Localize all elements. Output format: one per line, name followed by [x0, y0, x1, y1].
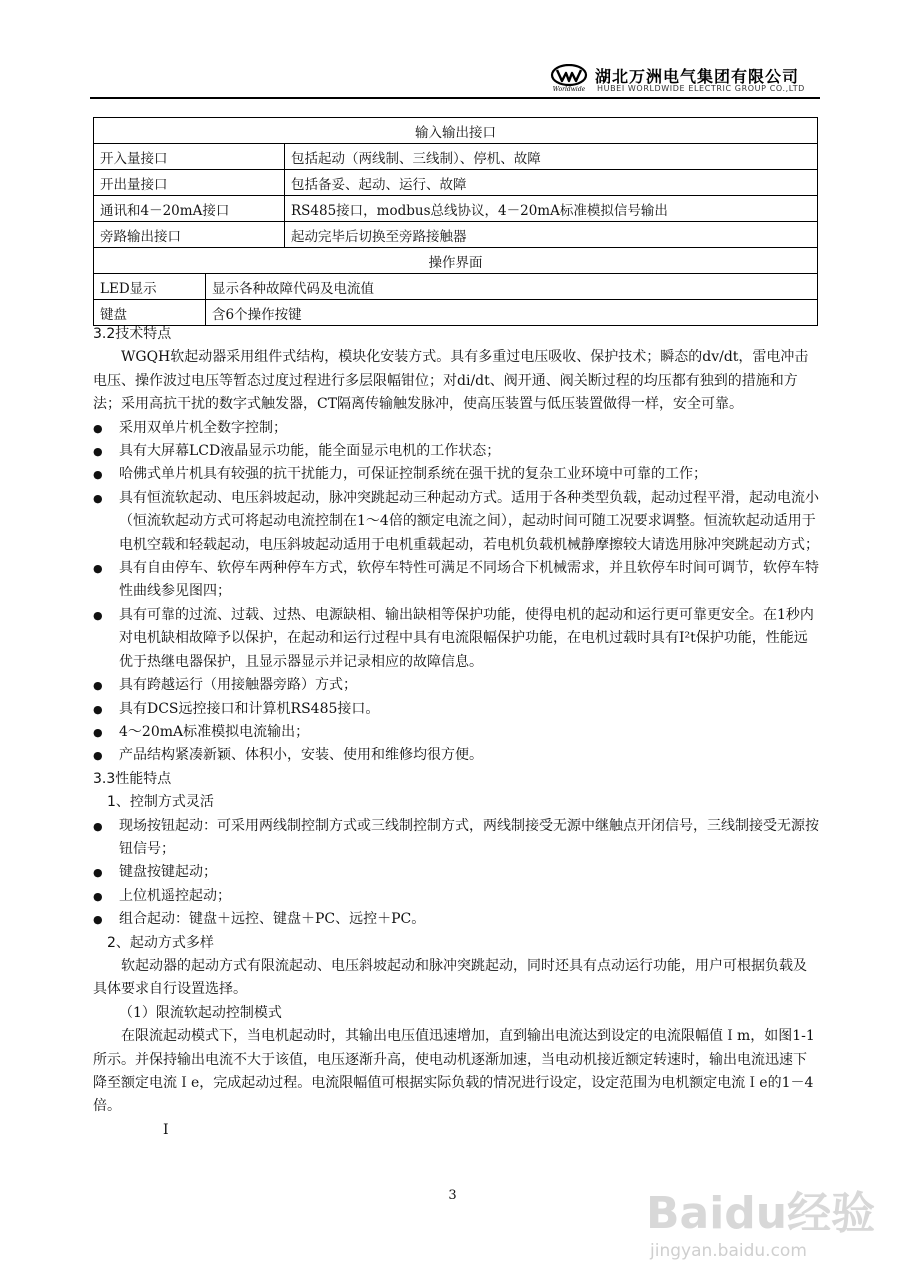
company-name-cn: 湖北万洲电气集团有限公司	[595, 67, 800, 86]
table-cell-value: 显示各种故障代码及电流值	[206, 274, 818, 300]
spec-table	[93, 117, 818, 326]
header-divider	[90, 97, 820, 99]
table-row	[94, 274, 818, 300]
table-cell-label: 开入量接口	[94, 144, 285, 170]
svg-text:jingyan.baidu.com: jingyan.baidu.com	[650, 1241, 807, 1261]
subsection-heading: 1、控制方式灵活	[107, 794, 214, 811]
list-item: ● 具有大屏幕LCD液晶显示功能，能全面显示电机的工作状态；	[93, 440, 820, 463]
paragraph: 软起动器的起动方式有限流起动、电压斜坡起动和脉冲突跳起动，同时还具有点动运行功能，用户可根据负载及具体要求自行设置选择。	[93, 957, 807, 998]
table-cell-value: RS485接口，modbus总线协议，4－20mA标准模拟信号输出	[285, 196, 818, 222]
table-cell-value: 包括起动（两线制、三线制）、停机、故障	[285, 144, 818, 170]
table-row	[94, 222, 818, 248]
list-item: ● 具有可靠的过流、过载、过热、电源缺相、输出缺相等保护功能，使得电机的起动和运行更可靠更安全。在1秒内对电机缺相故障予以保护，在起动和运行过程中具有电流限幅保护功能，在电机过载时具有I²t保护功能，性能远优于热继电器保护，且显示器显示并记录相应的故障信息。	[93, 604, 820, 674]
list-item: ● 上位机遥控起动；	[93, 885, 820, 908]
table-cell-label: 通讯和4－20mA接口	[94, 196, 285, 222]
list-item: ● 产品结构紧凑新颖、体积小，安装、使用和维修均很方便。	[93, 744, 820, 767]
list-item: ● 键盘按键起动；	[93, 861, 820, 884]
page-header	[90, 60, 820, 96]
list-item: ● 具有跨越运行（用接触器旁路）方式；	[93, 674, 820, 697]
table-cell-label: 开出量接口	[94, 170, 285, 196]
figure-placeholder-label: I	[163, 1121, 169, 1138]
table-section-row	[94, 248, 818, 274]
list-item: ● 具有恒流软起动、电压斜坡起动，脉冲突跳起动三种起动方式。适用于各种类型负载，起动过程平滑，起动电流小（恒流软起动方式可将起动电流控制在1～4倍的额定电流之间），起动时间可随工况要求调整。恒流软起动适用于电机空载和轻载起动，电压斜坡起动适用于电机重载起动，若电机负载机械静摩擦较大请选用脉冲突跳起动方式；	[93, 487, 820, 557]
table-cell-value: 包括备妥、起动、运行、故障	[285, 170, 818, 196]
table-section-row	[94, 118, 818, 144]
table-cell-label: 键盘	[94, 300, 206, 326]
section-heading: 3.3性能特点	[93, 770, 172, 787]
table-row	[94, 300, 818, 326]
paragraph: WGQH软起动器采用组件式结构，模块化安装方式。具有多重过电压吸收、保护技术；瞬态的dv/dt，雷电冲击电压、操作波过电压等暂态过度过程进行多层限幅钳位；对di/dt、阀开通、阀关断过程的均压都有独到的措施和方法；采用高抗干扰的数字式触发器，CT隔离传输触发脉冲，使高压装置与低压装置做得一样，安全可靠。	[93, 349, 809, 413]
list-item: ● 4～20mA标准模拟电流输出；	[93, 721, 820, 744]
company-name-en: HUBEI WORLDWIDE ELECTRIC GROUP CO.,LTD	[597, 84, 805, 93]
company-logo-icon	[550, 64, 588, 92]
table-row	[94, 170, 818, 196]
table-cell-value: 起动完毕后切换至旁路接触器	[285, 222, 818, 248]
list-item: ● 哈佛式单片机具有较强的抗干扰能力，可保证控制系统在强干扰的复杂工业环境中可靠的工作；	[93, 463, 820, 486]
baidu-watermark	[636, 1168, 876, 1268]
table-cell-label: LED显示	[94, 274, 206, 300]
table-cell-label: 旁路输出接口	[94, 222, 285, 248]
paragraph: 在限流起动模式下，当电机起动时，其输出电压值迅速增加，直到输出电流达到设定的电流限幅值Ｉm，如图1-1所示。并保持输出电流不大于该值，电压逐渐升高，使电动机逐渐加速，当电动机接近额定转速时，输出电流迅速下降至额定电流Ｉe，完成起动过程。电流限幅值可根据实际负载的情况进行设定，设定范围为电机额定电流Ｉe的1－4倍。	[93, 1028, 815, 1115]
list-item: ● 具有DCS远控接口和计算机RS485接口。	[93, 698, 820, 721]
svg-text:Baidu经验: Baidu经验	[646, 1188, 876, 1239]
page-number: 3	[448, 1188, 457, 1203]
list-item: ● 具有自由停车、软停车两种停车方式，软停车特性可满足不同场合下机械需求，并且软停车时间可调节，软停车特性曲线参见图四；	[93, 557, 820, 604]
io-section-title: 输入输出接口	[94, 118, 818, 144]
list-item: ● 采用双单片机全数字控制；	[93, 417, 820, 440]
list-item: ● 组合起动：键盘＋远控、键盘＋PC、远控＋PC。	[93, 908, 820, 931]
table-cell-value: 含6个操作按键	[206, 300, 818, 326]
document-body	[93, 323, 820, 1142]
ui-section-title: 操作界面	[94, 248, 818, 274]
section-heading: 3.2技术特点	[93, 326, 172, 342]
subsection-heading: 2、起动方式多样	[107, 934, 214, 951]
mode-heading: （1）限流软起动控制模式	[119, 1004, 282, 1021]
table-row	[94, 144, 818, 170]
list-item: ● 现场按钮起动：可采用两线制控制方式或三线制控制方式，两线制接受无源中继触点开闭信号，三线制接受无源按钮信号；	[93, 815, 820, 862]
svg-text:Worldwide: Worldwide	[552, 86, 586, 92]
table-row	[94, 196, 818, 222]
